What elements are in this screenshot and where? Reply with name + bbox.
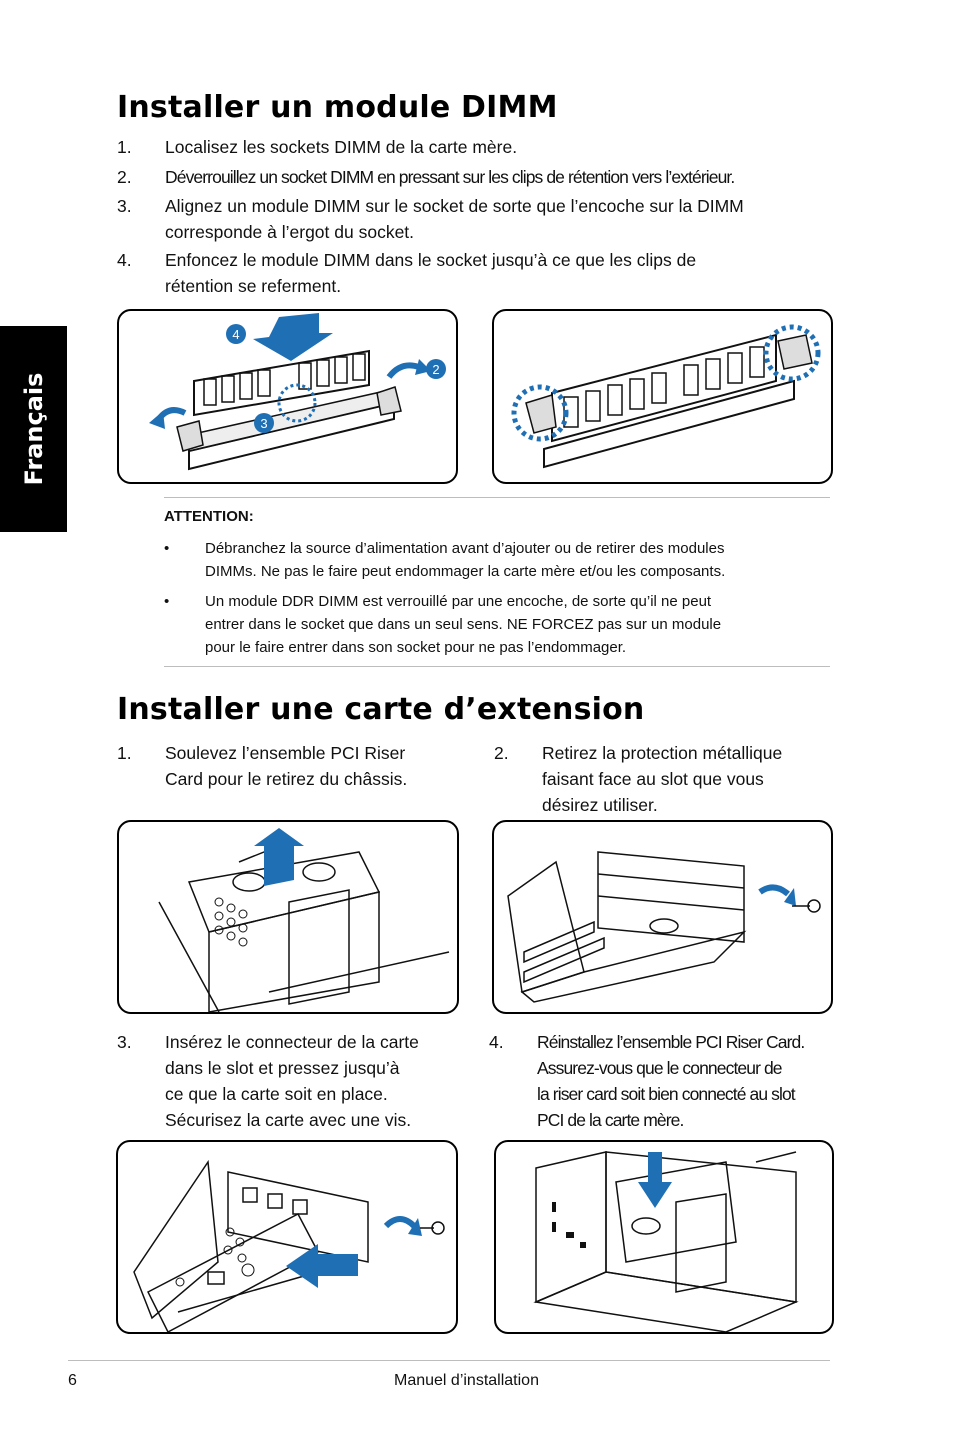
attention-bottom-rule (164, 666, 830, 667)
dimm-step-4: 4. Enfoncez le module DIMM dans le socket jusqu’à ce que les clips de rétention se referment. (117, 250, 697, 296)
expansion-step-3: 3. Insérez le connecteur de la carte dans le slot et pressez jusqu’à ce que la carte soit en place. Sécurisez la carte avec une vis. (117, 1032, 419, 1130)
dimm-step-2: 2. Déverrouillez un socket DIMM en pressant sur les clips de rétention vers l’extérieur. (117, 167, 735, 187)
riser-lift-figure (117, 820, 459, 1014)
card-insert-figure (116, 1140, 458, 1334)
attention-title: ATTENTION: (164, 508, 254, 525)
callout-3: 3 (260, 416, 268, 431)
bracket-remove-figure (492, 820, 833, 1014)
section-title-expansion: Installer une carte d’extension (117, 692, 645, 727)
dimm-install-figure (117, 309, 458, 484)
page-number: 6 (68, 1372, 77, 1389)
language-side-tab (0, 326, 67, 532)
dimm-locked-figure (492, 309, 833, 484)
expansion-step-4: 4. Réinstallez l’ensemble PCI Riser Card. Assurez-vous que le connecteur de la riser card soit bien connecté au slot PCI de la carte mère. (489, 1032, 805, 1130)
expansion-step-1: 1. Soulevez l’ensemble PCI Riser Card pour le retirez du châssis. (117, 743, 408, 789)
dimm-step-3: 3. Alignez un module DIMM sur le socket de sorte que l’encoche sur la DIMM corresponde à l’ergot du socket. (117, 196, 744, 242)
riser-lift-illustration (119, 822, 457, 1012)
attention-bullet-2: • Un module DDR DIMM est verrouillé par une encoche, de sorte qu’il ne peut entrer dans le socket que dans un seul sens. NE FORCEZ pas sur un module pour le faire entrer dans son socket pour ne pas l’endommager. (164, 593, 722, 656)
dimm-step-1: 1. Localisez les sockets DIMM de la carte mère. (117, 137, 518, 157)
language-label: Français (19, 372, 48, 486)
section-title-dimm: Installer un module DIMM (117, 90, 558, 125)
riser-reinstall-illustration (496, 1142, 832, 1332)
expansion-step-2: 2. Retirez la protection métallique faisant face au slot que vous désirez utiliser. (494, 743, 783, 815)
attention-bullet-1: • Débranchez la source d’alimentation avant d’ajouter ou de retirer des modules DIMMs. Ne pas le faire peut endommager la carte mère et/ou les composants. (164, 540, 726, 580)
callout-4: 4 (232, 327, 240, 342)
callout-2: 2 (432, 362, 440, 377)
bracket-remove-illustration (494, 822, 831, 1012)
card-insert-illustration (118, 1142, 456, 1332)
riser-reinstall-figure (494, 1140, 834, 1334)
attention-top-rule (164, 497, 830, 498)
dimm-install-illustration (119, 311, 456, 482)
dimm-locked-illustration (494, 311, 831, 482)
footer-rule (68, 1360, 830, 1361)
footer-title: Manuel d’installation (394, 1372, 539, 1389)
